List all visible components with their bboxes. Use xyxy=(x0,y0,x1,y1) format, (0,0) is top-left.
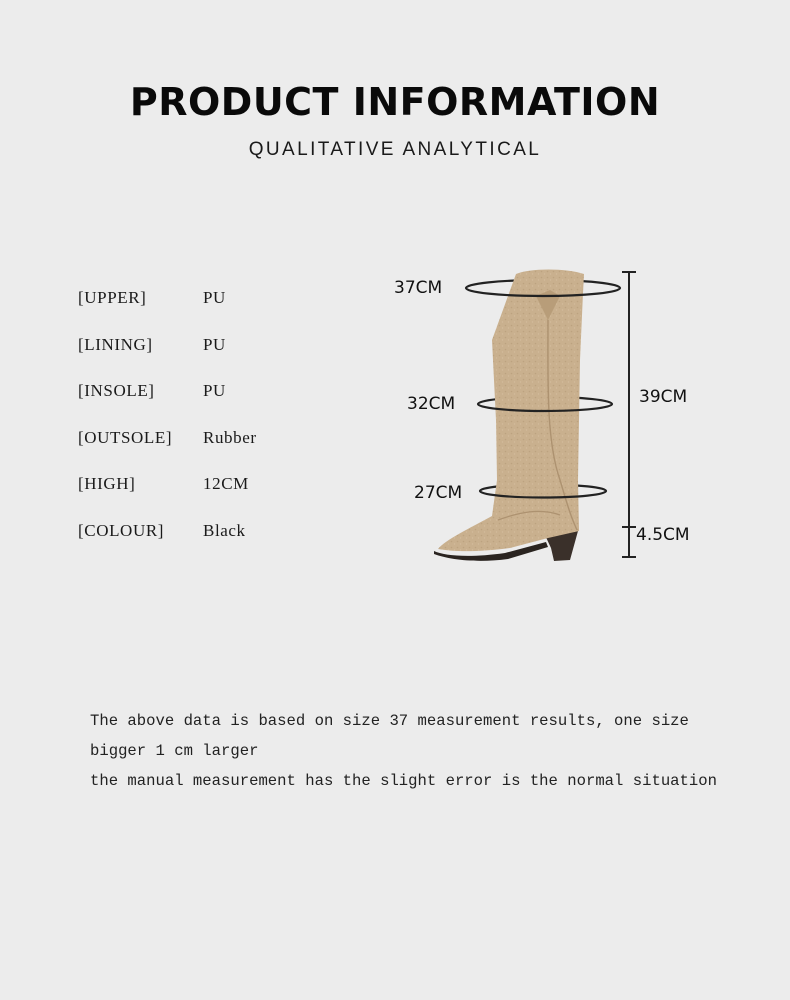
spec-label: [HIGH] xyxy=(78,474,136,493)
page-title: PRODUCT INFORMATION xyxy=(129,80,661,124)
spec-label: [OUTSOLE] xyxy=(78,427,173,447)
top-circumference-label: 37CM xyxy=(394,278,443,298)
measurement-note xyxy=(90,706,730,796)
shaft-height-label: 39CM xyxy=(639,387,688,407)
spec-value: Black xyxy=(203,520,246,540)
spec-label: [UPPER] xyxy=(78,288,147,307)
spec-label: [LINING] xyxy=(78,334,153,354)
heel-height-label: 4.5CM xyxy=(636,525,690,545)
page-subtitle: QUALITATIVE ANALYTICAL xyxy=(248,139,542,160)
mid-circumference-label: 32CM xyxy=(407,394,456,414)
height-measure-line xyxy=(622,272,636,557)
spec-value: 12CM xyxy=(203,474,249,493)
spec-label: [INSOLE] xyxy=(78,381,155,400)
spec-value: PU xyxy=(203,334,226,354)
ankle-circumference-label: 27CM xyxy=(414,483,463,503)
note-line-2: the manual measurement has the slight error is the normal situation xyxy=(90,772,717,790)
note-line-1: The above data is based on size 37 measurement results, one size bigger 1 cm larger xyxy=(90,712,689,760)
spec-label: [COLOUR] xyxy=(78,520,165,540)
spec-value: PU xyxy=(203,288,226,307)
spec-value: PU xyxy=(203,381,226,400)
boot-image xyxy=(434,270,584,562)
spec-value: Rubber xyxy=(203,427,257,447)
